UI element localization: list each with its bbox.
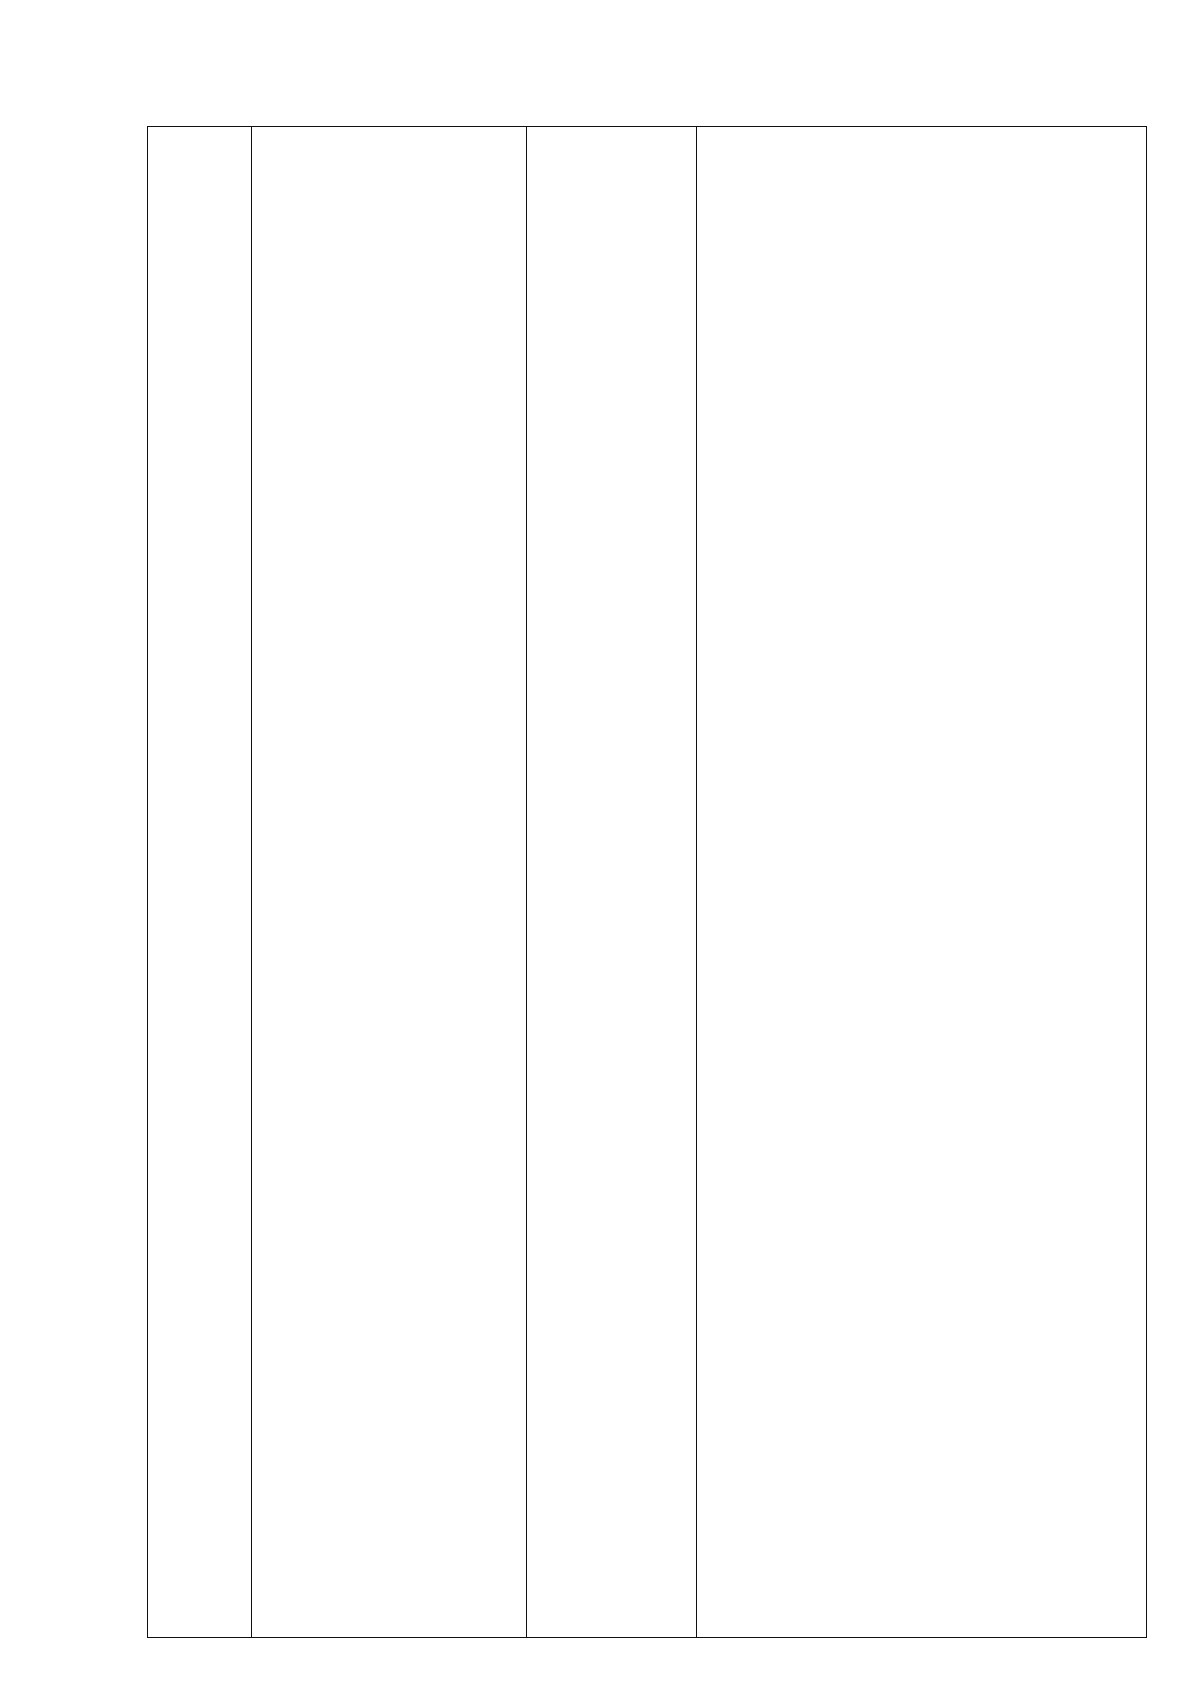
column-divider xyxy=(696,127,697,1637)
column-divider xyxy=(526,127,527,1637)
drug-table xyxy=(147,126,1147,1638)
column-divider xyxy=(251,127,252,1637)
